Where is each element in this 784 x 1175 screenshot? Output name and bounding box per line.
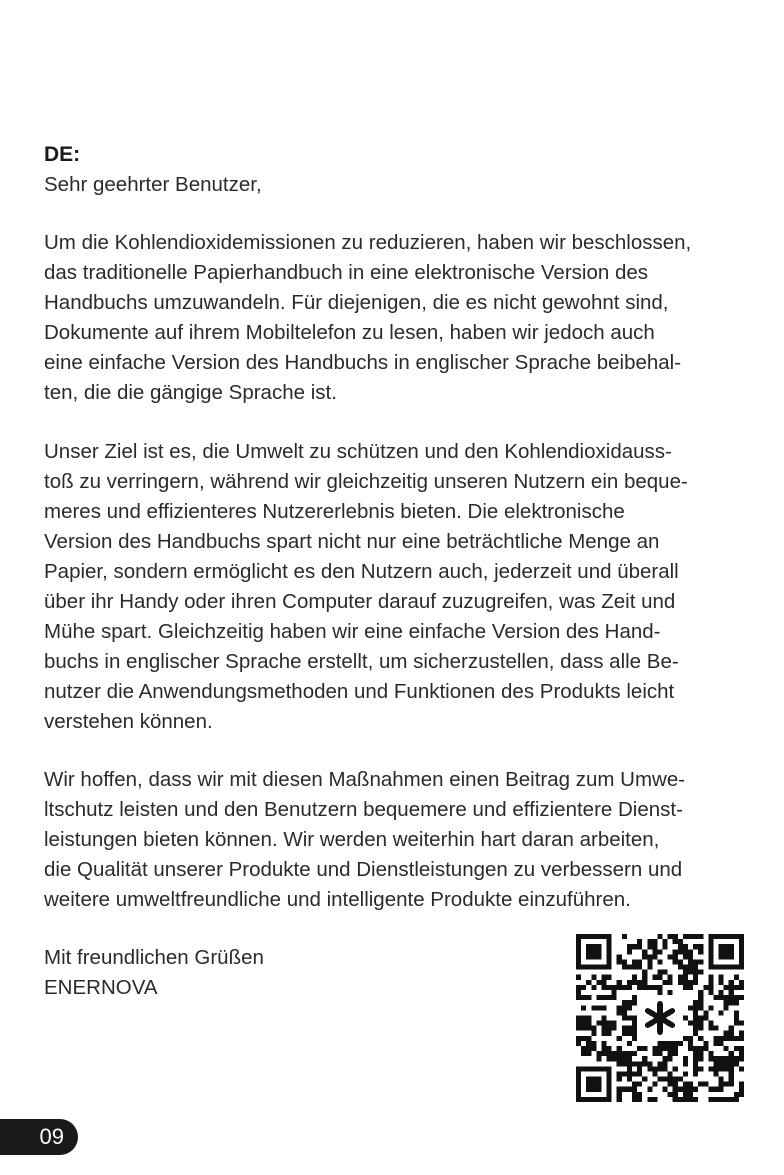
paragraph-1 (44, 228, 744, 408)
paragraph-line: ltschutz leisten und den Benutzern bequemere und effizientere Dienst- (44, 798, 683, 821)
paragraph-line: toß zu verringern, während wir gleichzeitig unseren Nutzern ein beque- (44, 470, 688, 493)
paragraph-line: Mühe spart. Gleichzeitig haben wir eine einfache Version des Hand- (44, 620, 661, 643)
section-heading: DE: (44, 143, 81, 166)
paragraph-2 (44, 437, 744, 737)
paragraph-line: nutzer die Anwendungsmethoden und Funktionen des Produkts leicht (44, 680, 675, 703)
paragraph-line: ten, die die gängige Sprache ist. (44, 381, 337, 404)
paragraph-line: eine einfache Version des Handbuchs in englischer Sprache beibehal- (44, 351, 682, 374)
paragraph-line: meres und effizienteres Nutzererlebnis bieten. Die elektronische (44, 500, 625, 523)
paragraph-line: leistungen bieten können. Wir werden weiterhin hart daran arbeiten, (44, 828, 660, 851)
paragraph-line: Um die Kohlendioxidemissionen zu reduzieren, haben wir beschlossen, (44, 231, 692, 254)
paragraph-line: verstehen können. (44, 710, 213, 733)
paragraph-line: Wir hoffen, dass wir mit diesen Maßnahmen einen Beitrag zum Umwe- (44, 768, 686, 791)
paragraph-line: Version des Handbuchs spart nicht nur eine beträchtliche Menge an (44, 530, 660, 553)
paragraph-line: buchs in englischer Sprache erstellt, um sicherzustellen, dass alle Be- (44, 650, 679, 673)
paragraph-line: das traditionelle Papierhandbuch in eine elektronische Version des (44, 261, 649, 284)
paragraph-line: über ihr Handy oder ihren Computer darauf zuzugreifen, was Zeit und (44, 590, 676, 613)
signoff: Mit freundlichen Grüßen (44, 946, 264, 969)
greeting: Sehr geehrter Benutzer, (44, 173, 262, 196)
company-name: ENERNOVA (44, 976, 158, 999)
qr-code-icon[interactable] (576, 934, 744, 1102)
paragraph-line: Dokumente auf ihrem Mobiltelefon zu lesen, haben wir jedoch auch (44, 321, 655, 344)
paragraph-line: die Qualität unserer Produkte und Dienstleistungen zu verbessern und (44, 858, 683, 881)
paragraph-line: Unser Ziel ist es, die Umwelt zu schützen und den Kohlendioxidauss- (44, 440, 672, 463)
paragraph-3 (44, 765, 744, 915)
paragraph-line: weitere umweltfreundliche und intelligente Produkte einzuführen. (44, 888, 631, 911)
page-number-badge: 09 (0, 1119, 78, 1155)
paragraph-line: Papier, sondern ermöglicht es den Nutzern auch, jederzeit und überall (44, 560, 679, 583)
paragraph-line: Handbuchs umzuwandeln. Für diejenigen, die es nicht gewohnt sind, (44, 291, 669, 314)
